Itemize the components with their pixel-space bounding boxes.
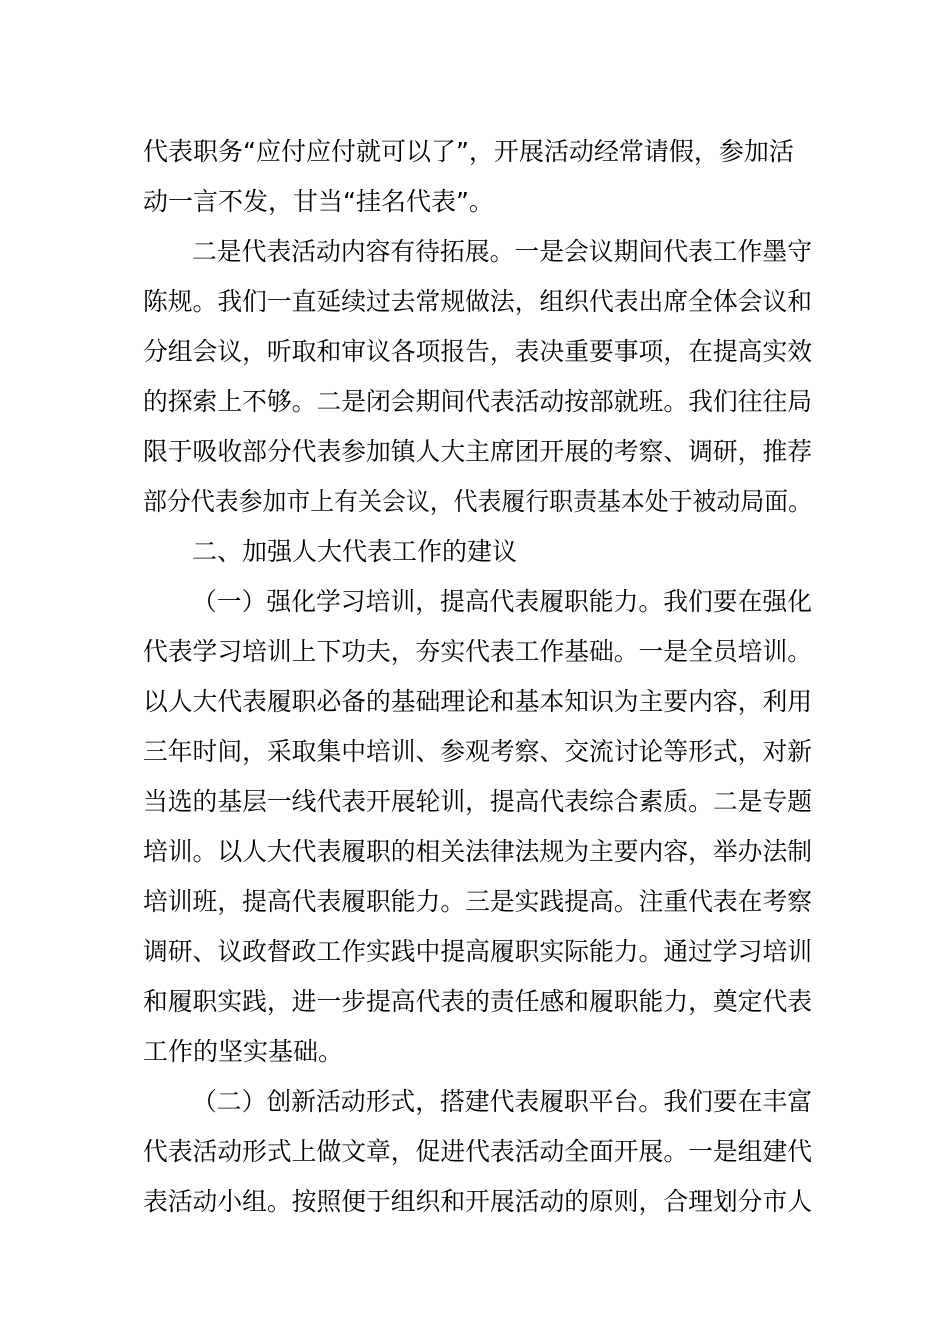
text-line: 的探索上不够。二是闭会期间代表活动按部就班。我们往往局 [143, 387, 813, 416]
text-line: 调研、议政督政工作实践中提高履职实际能力。通过学习培训 [143, 937, 813, 966]
text-line: 分组会议，听取和审议各项报告，表决重要事项，在提高实效 [143, 337, 813, 366]
section-heading: 二、加强人大代表工作的建议 [192, 537, 518, 566]
text-line: （一）强化学习培训，提高代表履职能力。我们要在强化 [192, 587, 813, 616]
text-line: 限于吸收部分代表参加镇人大主席团开展的考察、调研，推荐 [143, 437, 813, 466]
text-line: 培训班，提高代表履职能力。三是实践提高。注重代表在考察 [143, 887, 813, 916]
text-line: 培训。以人大代表履职的相关法律法规为主要内容，举办法制 [143, 837, 813, 866]
text-line: 部分代表参加市上有关会议，代表履行职责基本处于被动局面。 [143, 487, 813, 516]
text-line: 陈规。我们一直延续过去常规做法，组织代表出席全体会议和 [143, 287, 813, 316]
text-line: 代表学习培训上下功夫，夯实代表工作基础。一是全员培训。 [143, 637, 813, 666]
text-line: 二是代表活动内容有待拓展。一是会议期间代表工作墨守 [192, 237, 813, 266]
text-line: 工作的坚实基础。 [143, 1037, 344, 1066]
text-line: 和履职实践，进一步提高代表的责任感和履职能力，奠定代表 [143, 987, 813, 1016]
text-line: （二）创新活动形式，搭建代表履职平台。我们要在丰富 [192, 1087, 813, 1116]
text-line: 当选的基层一线代表开展轮训，提高代表综合素质。二是专题 [143, 787, 813, 816]
text-line: 表活动小组。按照便于组织和开展活动的原则，合理划分市人 [143, 1187, 813, 1216]
text-line: 动一言不发，甘当“挂名代表”。 [143, 187, 494, 216]
text-line: 代表职务“应付应付就可以了”，开展活动经常请假，参加活 [143, 137, 794, 166]
text-line: 以人大代表履职必备的基础理论和基本知识为主要内容，利用 [143, 687, 813, 716]
text-line: 三年时间，采取集中培训、参观考察、交流讨论等形式，对新 [143, 737, 813, 766]
text-line: 代表活动形式上做文章，促进代表活动全面开展。一是组建代 [143, 1137, 813, 1166]
